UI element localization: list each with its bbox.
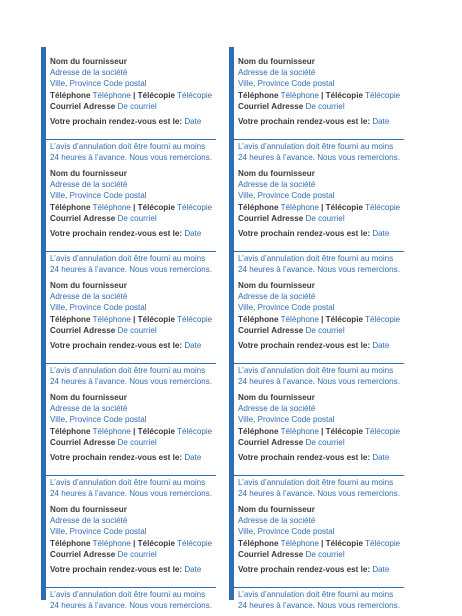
fax-value: Télécopie — [365, 202, 401, 212]
email-line — [238, 549, 404, 560]
fax-value: Télécopie — [177, 202, 213, 212]
city-line: Ville, Province Code postal — [238, 79, 335, 89]
email-value: De courriel — [305, 101, 345, 111]
notice-line-1: L’avis d’annulation doit être fourni au moins — [50, 142, 206, 151]
cancellation-notice — [50, 477, 216, 499]
phone-value: Téléphone — [92, 426, 131, 436]
fax-label: Télécopie — [137, 314, 175, 324]
email-label: Courriel — [50, 101, 82, 111]
phone-fax-line — [50, 538, 216, 549]
notice-line-1: L’avis d’annulation doit être fourni au moins — [238, 478, 394, 487]
appointment-label: Votre prochain rendez-vous est le: — [238, 117, 371, 127]
address-label: Adresse — [83, 213, 116, 223]
phone-fax-line — [50, 202, 216, 213]
phone-label: Téléphone — [238, 314, 279, 324]
appointment-line — [50, 452, 216, 463]
notice-line-2: 24 heures à l’avance. Nous vous remercions. — [238, 265, 400, 275]
phone-fax-line — [238, 538, 404, 549]
appointment-date: Date — [184, 229, 202, 239]
company-address: Adresse de la société — [50, 404, 128, 414]
fax-label: Télécopie — [137, 426, 175, 436]
email-label: Courriel — [50, 549, 82, 559]
notice-line-1: L’avis d’annulation doit être fourni au moins — [238, 366, 394, 375]
fax-label: Télécopie — [137, 90, 175, 100]
separator: | — [321, 90, 324, 100]
notice-line-2: 24 heures à l’avance. Nous vous remercions. — [238, 377, 400, 387]
phone-value: Téléphone — [280, 202, 319, 212]
phone-label: Téléphone — [50, 202, 91, 212]
appointment-date: Date — [184, 117, 202, 127]
appointment-date: Date — [372, 341, 390, 351]
phone-label: Téléphone — [50, 90, 91, 100]
email-value: De courriel — [117, 101, 157, 111]
separator: | — [321, 314, 324, 324]
fax-label: Télécopie — [325, 202, 363, 212]
cancellation-notice — [50, 589, 216, 611]
address-label: Adresse — [83, 101, 116, 111]
separator: | — [321, 202, 324, 212]
notice-line-1: L’avis d’annulation doit être fourni au moins — [50, 590, 206, 599]
appointment-line — [238, 116, 404, 127]
appointment-date: Date — [184, 453, 202, 463]
appointment-label: Votre prochain rendez-vous est le: — [238, 453, 371, 463]
company-address: Adresse de la société — [50, 292, 128, 302]
notice-line-1: L’avis d’annulation doit être fourni au moins — [238, 254, 394, 263]
fax-value: Télécopie — [177, 90, 213, 100]
phone-label: Téléphone — [50, 426, 91, 436]
address-label: Adresse — [83, 437, 116, 447]
card-divider — [233, 251, 404, 252]
card-column-left — [41, 47, 216, 611]
card-divider — [233, 139, 404, 140]
address-label: Adresse — [83, 549, 116, 559]
address-label: Adresse — [271, 101, 304, 111]
email-line — [50, 325, 216, 336]
appointment-date: Date — [372, 229, 390, 239]
company-address: Adresse de la société — [238, 180, 316, 190]
fax-value: Télécopie — [365, 538, 401, 548]
appointment-date: Date — [372, 453, 390, 463]
cancellation-notice — [238, 253, 404, 275]
cancellation-notice — [50, 141, 216, 163]
address-label: Adresse — [271, 325, 304, 335]
separator: | — [133, 426, 136, 436]
card-divider — [233, 587, 404, 588]
city-line: Ville, Province Code postal — [238, 303, 335, 313]
appointment-label: Votre prochain rendez-vous est le: — [238, 565, 371, 575]
email-value: De courriel — [117, 549, 157, 559]
appointment-date: Date — [372, 565, 390, 575]
city-line: Ville, Province Code postal — [50, 415, 147, 425]
notice-line-2: 24 heures à l’avance. Nous vous remercions. — [238, 489, 400, 499]
city-line: Ville, Province Code postal — [238, 415, 335, 425]
phone-fax-line — [238, 90, 404, 101]
email-line — [50, 549, 216, 560]
accent-bar — [229, 47, 234, 600]
card-divider — [45, 587, 216, 588]
phone-value: Téléphone — [92, 314, 131, 324]
phone-label: Téléphone — [238, 202, 279, 212]
company-address: Adresse de la société — [238, 292, 316, 302]
email-label: Courriel — [238, 213, 270, 223]
vendor-name: Nom du fournisseur — [238, 505, 315, 514]
fax-label: Télécopie — [325, 426, 363, 436]
appointment-line — [50, 228, 216, 239]
card-column-right — [229, 47, 404, 611]
fax-value: Télécopie — [365, 90, 401, 100]
appointment-label: Votre prochain rendez-vous est le: — [50, 453, 183, 463]
fax-label: Télécopie — [325, 90, 363, 100]
separator: | — [133, 314, 136, 324]
email-value: De courriel — [117, 437, 157, 447]
email-label: Courriel — [50, 213, 82, 223]
phone-fax-line — [238, 426, 404, 437]
phone-value: Téléphone — [92, 90, 131, 100]
address-label: Adresse — [271, 437, 304, 447]
email-line — [50, 101, 216, 112]
city-line: Ville, Province Code postal — [50, 303, 147, 313]
separator: | — [133, 90, 136, 100]
email-label: Courriel — [238, 549, 270, 559]
card-divider — [45, 363, 216, 364]
notice-line-2: 24 heures à l’avance. Nous vous remercions. — [50, 601, 212, 611]
fax-label: Télécopie — [137, 202, 175, 212]
appointment-line — [50, 564, 216, 575]
phone-fax-line — [50, 314, 216, 325]
separator: | — [133, 202, 136, 212]
cancellation-notice — [50, 253, 216, 275]
phone-fax-line — [50, 90, 216, 101]
fax-value: Télécopie — [177, 538, 213, 548]
phone-value: Téléphone — [280, 90, 319, 100]
appointment-line — [238, 340, 404, 351]
vendor-name: Nom du fournisseur — [50, 169, 127, 178]
address-label: Adresse — [271, 213, 304, 223]
appointment-label: Votre prochain rendez-vous est le: — [50, 117, 183, 127]
phone-fax-line — [238, 314, 404, 325]
appointment-line — [238, 564, 404, 575]
phone-value: Téléphone — [92, 202, 131, 212]
fax-value: Télécopie — [365, 314, 401, 324]
card-divider — [45, 251, 216, 252]
cancellation-notice — [238, 365, 404, 387]
company-address: Adresse de la société — [238, 404, 316, 414]
card-divider — [45, 139, 216, 140]
phone-value: Téléphone — [92, 538, 131, 548]
notice-line-1: L’avis d’annulation doit être fourni au moins — [238, 590, 394, 599]
vendor-name: Nom du fournisseur — [50, 281, 127, 290]
notice-line-1: L’avis d’annulation doit être fourni au moins — [50, 366, 206, 375]
phone-label: Téléphone — [50, 314, 91, 324]
appointment-label: Votre prochain rendez-vous est le: — [50, 565, 183, 575]
appointment-line — [50, 116, 216, 127]
phone-value: Téléphone — [280, 314, 319, 324]
appointment-label: Votre prochain rendez-vous est le: — [50, 229, 183, 239]
email-line — [50, 437, 216, 448]
appointment-label: Votre prochain rendez-vous est le: — [238, 229, 371, 239]
company-address: Adresse de la société — [50, 68, 128, 78]
company-address: Adresse de la société — [238, 516, 316, 526]
card-divider — [233, 363, 404, 364]
separator: | — [321, 538, 324, 548]
card-divider — [45, 475, 216, 476]
notice-line-2: 24 heures à l’avance. Nous vous remercions. — [50, 377, 212, 387]
separator: | — [133, 538, 136, 548]
email-line — [238, 101, 404, 112]
fax-label: Télécopie — [325, 314, 363, 324]
email-value: De courriel — [305, 213, 345, 223]
email-label: Courriel — [50, 437, 82, 447]
appointment-line — [238, 228, 404, 239]
city-line: Ville, Province Code postal — [50, 79, 147, 89]
email-value: De courriel — [305, 549, 345, 559]
appointment-date: Date — [184, 341, 202, 351]
separator: | — [321, 426, 324, 436]
address-label: Adresse — [83, 325, 116, 335]
notice-line-2: 24 heures à l’avance. Nous vous remercions. — [50, 489, 212, 499]
notice-line-2: 24 heures à l’avance. Nous vous remercions. — [50, 153, 212, 163]
email-line — [238, 213, 404, 224]
notice-line-1: L’avis d’annulation doit être fourni au moins — [50, 478, 206, 487]
email-value: De courriel — [305, 325, 345, 335]
email-label: Courriel — [238, 325, 270, 335]
fax-value: Télécopie — [177, 314, 213, 324]
appointment-label: Votre prochain rendez-vous est le: — [238, 341, 371, 351]
appointment-date: Date — [184, 565, 202, 575]
email-value: De courriel — [117, 213, 157, 223]
email-value: De courriel — [305, 437, 345, 447]
vendor-name: Nom du fournisseur — [238, 281, 315, 290]
fax-value: Télécopie — [365, 426, 401, 436]
company-address: Adresse de la société — [50, 516, 128, 526]
notice-line-2: 24 heures à l’avance. Nous vous remercions. — [50, 265, 212, 275]
vendor-name: Nom du fournisseur — [50, 57, 127, 66]
email-value: De courriel — [117, 325, 157, 335]
email-label: Courriel — [238, 101, 270, 111]
city-line: Ville, Province Code postal — [238, 527, 335, 537]
phone-label: Téléphone — [238, 90, 279, 100]
phone-fax-line — [50, 426, 216, 437]
fax-value: Télécopie — [177, 426, 213, 436]
phone-value: Téléphone — [280, 426, 319, 436]
city-line: Ville, Province Code postal — [50, 527, 147, 537]
phone-value: Téléphone — [280, 538, 319, 548]
email-label: Courriel — [238, 437, 270, 447]
phone-fax-line — [238, 202, 404, 213]
notice-line-2: 24 heures à l’avance. Nous vous remercions. — [238, 601, 400, 611]
company-address: Adresse de la société — [238, 68, 316, 78]
phone-label: Téléphone — [50, 538, 91, 548]
phone-label: Téléphone — [238, 426, 279, 436]
company-address: Adresse de la société — [50, 180, 128, 190]
fax-label: Télécopie — [325, 538, 363, 548]
vendor-name: Nom du fournisseur — [50, 505, 127, 514]
email-line — [50, 213, 216, 224]
appointment-label: Votre prochain rendez-vous est le: — [50, 341, 183, 351]
city-line: Ville, Province Code postal — [238, 191, 335, 201]
accent-bar — [41, 47, 46, 600]
cancellation-notice — [238, 141, 404, 163]
vendor-name: Nom du fournisseur — [50, 393, 127, 402]
fax-label: Télécopie — [137, 538, 175, 548]
phone-label: Téléphone — [238, 538, 279, 548]
cancellation-notice — [50, 365, 216, 387]
notice-line-2: 24 heures à l’avance. Nous vous remercions. — [238, 153, 400, 163]
address-label: Adresse — [271, 549, 304, 559]
email-line — [238, 437, 404, 448]
notice-line-1: L’avis d’annulation doit être fourni au moins — [50, 254, 206, 263]
vendor-name: Nom du fournisseur — [238, 169, 315, 178]
cancellation-notice — [238, 589, 404, 611]
appointment-line — [50, 340, 216, 351]
vendor-name: Nom du fournisseur — [238, 393, 315, 402]
appointment-date: Date — [372, 117, 390, 127]
appointment-line — [238, 452, 404, 463]
email-line — [238, 325, 404, 336]
cancellation-notice — [238, 477, 404, 499]
notice-line-1: L’avis d’annulation doit être fourni au moins — [238, 142, 394, 151]
city-line: Ville, Province Code postal — [50, 191, 147, 201]
vendor-name: Nom du fournisseur — [238, 57, 315, 66]
card-divider — [233, 475, 404, 476]
email-label: Courriel — [50, 325, 82, 335]
